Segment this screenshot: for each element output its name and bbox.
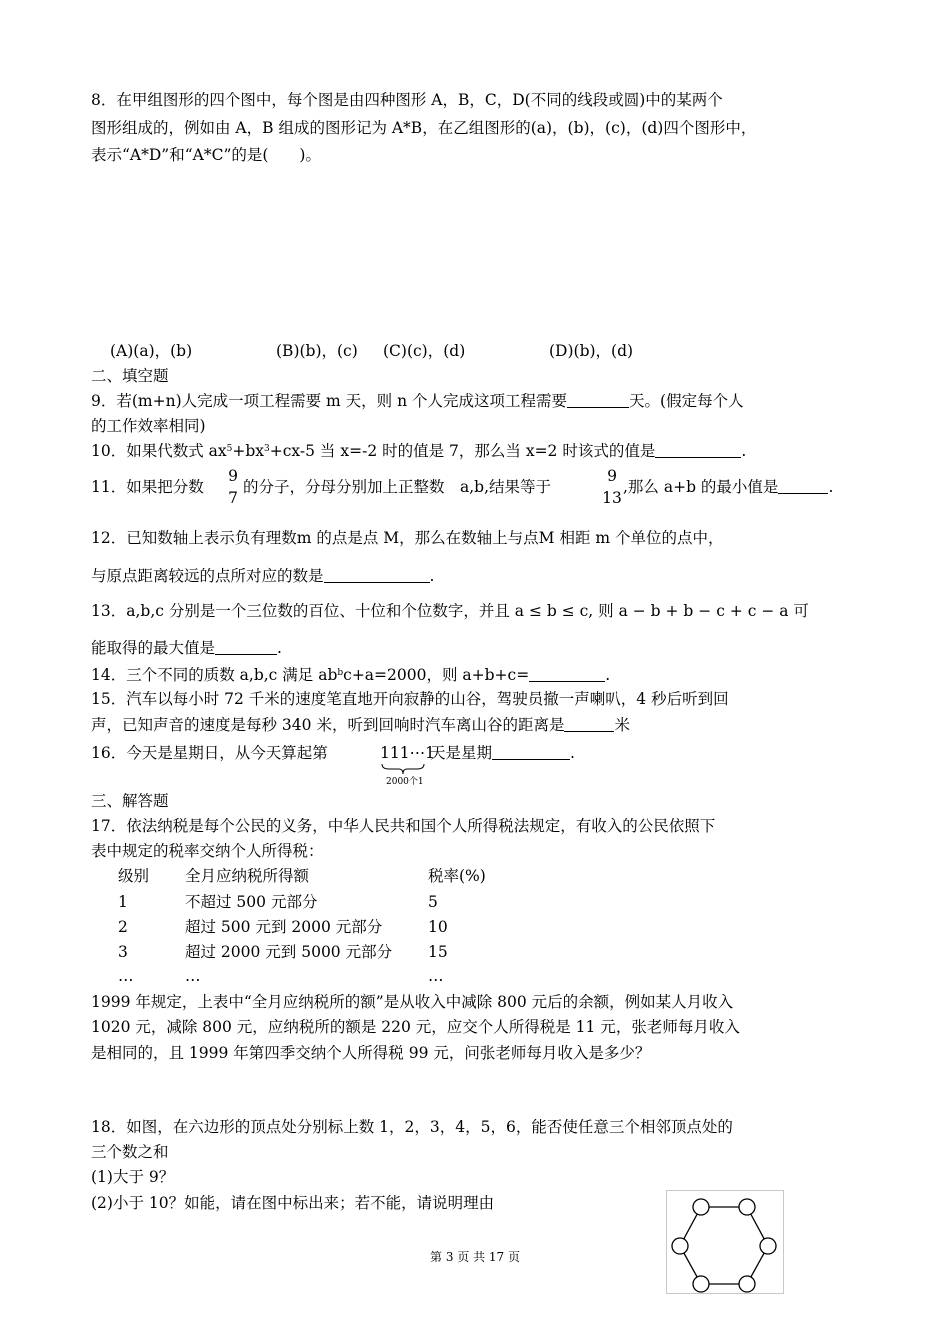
table-header-rate: 税率(%) — [428, 867, 486, 885]
table-cell: … — [185, 967, 201, 985]
q11-line-tail — [623, 477, 833, 497]
q18-line3: (1)大于 9？ — [91, 1168, 175, 1186]
q13-line1: 13．a,b,c 分别是一个三位数的百位、十位和个位数字，并且 a ≤ b ≤ c, 则 a − b + b − c + c − a 可 — [91, 602, 809, 620]
table-header-income: 全月应纳税所得额 — [185, 867, 310, 885]
table-cell: 2 — [118, 918, 128, 936]
q15-unit: 米 — [614, 716, 630, 734]
q17-line1: 17．依法纳税是每个公民的义务，中华人民共和国个人所得税法规定，有收入的公民依照下 — [91, 817, 716, 835]
hexagon-figure — [666, 1190, 784, 1294]
q10-period: . — [741, 442, 747, 460]
q13-period: . — [277, 639, 282, 657]
q14-period: . — [605, 666, 611, 684]
q10-blank[interactable] — [655, 442, 741, 458]
q12-text: 与原点距离较远的点所对应的数是 — [91, 567, 324, 585]
q11-fraction2-denominator: 13 — [602, 489, 622, 507]
q11-fraction1-denominator: 7 — [228, 489, 238, 507]
hexagon-vertex[interactable] — [693, 1276, 709, 1292]
q8-option-b: (B)(b)，(c) — [276, 342, 358, 360]
q10-exp1: 5 — [226, 444, 233, 454]
q18-line2: 三个数之和 — [91, 1143, 169, 1161]
q11-blank[interactable] — [778, 478, 828, 494]
q16-text-a: 16．今天是星期日，从今天算起第 — [91, 744, 328, 762]
q11-text-a: 11．如果把分数 — [91, 478, 204, 496]
q11-period: . — [828, 478, 834, 496]
q17-line3: 1999 年规定，上表中“全月应纳税所的额”是从收入中减除 800 元后的余额，例如某人月收入 — [91, 993, 734, 1011]
q8-line3: 表示“A*D”和“A*C”的是( )。 — [91, 146, 321, 164]
page-footer: 第 3 页 共 17 页 — [430, 1250, 520, 1264]
q11-text-c: ,那么 a+b 的最小值是 — [623, 478, 779, 496]
table-cell: 超过 500 元到 2000 元部分 — [185, 918, 383, 936]
q9-line2: 的工作效率相同) — [91, 417, 206, 435]
table-cell: 15 — [428, 943, 448, 961]
table-cell: 超过 2000 元到 5000 元部分 — [185, 943, 393, 961]
hexagon-diagram — [667, 1191, 783, 1293]
q14-line — [91, 665, 610, 685]
q15-line1: 15．汽车以每小时 72 千米的速度笔直地开向寂静的山谷，驾驶员撤一声喇叭，4 秒后听到回 — [91, 690, 729, 708]
q13-blank[interactable] — [215, 639, 277, 655]
q11-text-b: 的分子，分母分别加上正整数 a,b,结果等于 — [243, 478, 552, 496]
q8-line1: 8．在甲组图形的四个图中，每个图是由四种图形 A，B，C，D(不同的线段或圆)中的某两个 — [91, 91, 723, 109]
table-cell: … — [428, 967, 444, 985]
q8-option-d: (D)(b)，(d) — [549, 342, 634, 360]
q14-blank[interactable] — [529, 666, 605, 682]
hexagon-vertex[interactable] — [739, 1199, 755, 1215]
section-fill-in-heading: 二、填空题 — [91, 367, 169, 385]
q14-text-a: 14．三个不同的质数 a,b,c 满足 ab — [91, 666, 338, 684]
table-cell: 5 — [428, 893, 438, 911]
q13-line2 — [91, 638, 282, 658]
q9-text: 9．若(m+n)人完成一项工程需要 m 天，则 n 个人完成这项工程需要 — [91, 392, 568, 410]
q12-blank[interactable] — [324, 567, 430, 583]
q12-line2 — [91, 566, 434, 586]
q9-blank[interactable] — [567, 392, 629, 408]
table-cell: 3 — [118, 943, 128, 961]
q18-line4: (2)小于 10？如能，请在图中标出来；若不能，请说明理由 — [91, 1194, 495, 1212]
q9-line1 — [91, 391, 744, 411]
q15-text: 声，已知声音的速度是每秒 340 米，听到回响时汽车离山谷的距离是 — [91, 716, 565, 734]
q17-line4: 1020 元，减除 800 元，应纳税所的额是 220 元，应交个人所得税是 11 元，张老师每月收入 — [91, 1018, 740, 1036]
q15-blank[interactable] — [564, 716, 614, 732]
q16-underbrace-note: 2000个1 — [386, 777, 424, 787]
q10-text-a: 10．如果代数式 ax — [91, 442, 227, 460]
q18-line1: 18．如图，在六边形的顶点处分别标上数 1，2，3，4，5，6，能否使任意三个相邻顶点处的 — [91, 1118, 733, 1136]
table-cell: … — [118, 967, 134, 985]
q15-line2 — [91, 715, 630, 735]
q16-number: 111⋯1 — [380, 744, 435, 762]
table-cell: 10 — [428, 918, 448, 936]
q16-line-tail — [430, 743, 575, 763]
q9-text-tail: 天。(假定每个人 — [629, 392, 744, 410]
q14-text-b: c+a=2000，则 a+b+c= — [343, 666, 530, 684]
q16-blank[interactable] — [492, 744, 570, 760]
table-cell: 1 — [118, 893, 128, 911]
table-header-level: 级别 — [118, 867, 150, 885]
q8-option-a: (A)(a)，(b) — [110, 342, 193, 360]
q10-text-b: +bx — [232, 442, 265, 460]
q17-line5: 是相同的，且 1999 年第四季交纳个人所得税 99 元，问张老师每月收入是多少？ — [91, 1044, 651, 1062]
q10-exp2: 3 — [264, 444, 270, 454]
q8-line2: 图形组成的，例如由 A，B 组成的图形记为 A*B，在乙组图形的(a)，(b)，(c)，(d)四个图形中， — [91, 119, 757, 137]
q17-line2: 表中规定的税率交纳个人所得税： — [91, 842, 324, 860]
q14-exp: b — [337, 668, 344, 678]
q11-fraction1-numerator: 9 — [228, 467, 238, 485]
q13-text: 能取得的最大值是 — [91, 639, 216, 657]
hexagon-vertex[interactable] — [693, 1199, 709, 1215]
q12-period: . — [429, 567, 435, 585]
q10-text-c: +cx-5 当 x=-2 时的值是 7，那么当 x=2 时该式的值是 — [269, 442, 656, 460]
q8-option-c: (C)(c)，(d) — [383, 342, 466, 360]
table-cell: 不超过 500 元部分 — [185, 893, 318, 911]
q12-line1: 12．已知数轴上表示负有理数m 的点是点 M，那么在数轴上与点M 相距 m 个单位的点中， — [91, 529, 724, 547]
section-solve-heading: 三、解答题 — [91, 792, 169, 810]
q10-line — [91, 441, 746, 461]
q16-period: . — [570, 744, 575, 762]
q16-underbrace — [381, 763, 425, 775]
q11-fraction2-numerator: 9 — [607, 467, 617, 485]
q16-text-b: 天是星期 — [430, 744, 493, 762]
hexagon-vertex[interactable] — [739, 1276, 755, 1292]
